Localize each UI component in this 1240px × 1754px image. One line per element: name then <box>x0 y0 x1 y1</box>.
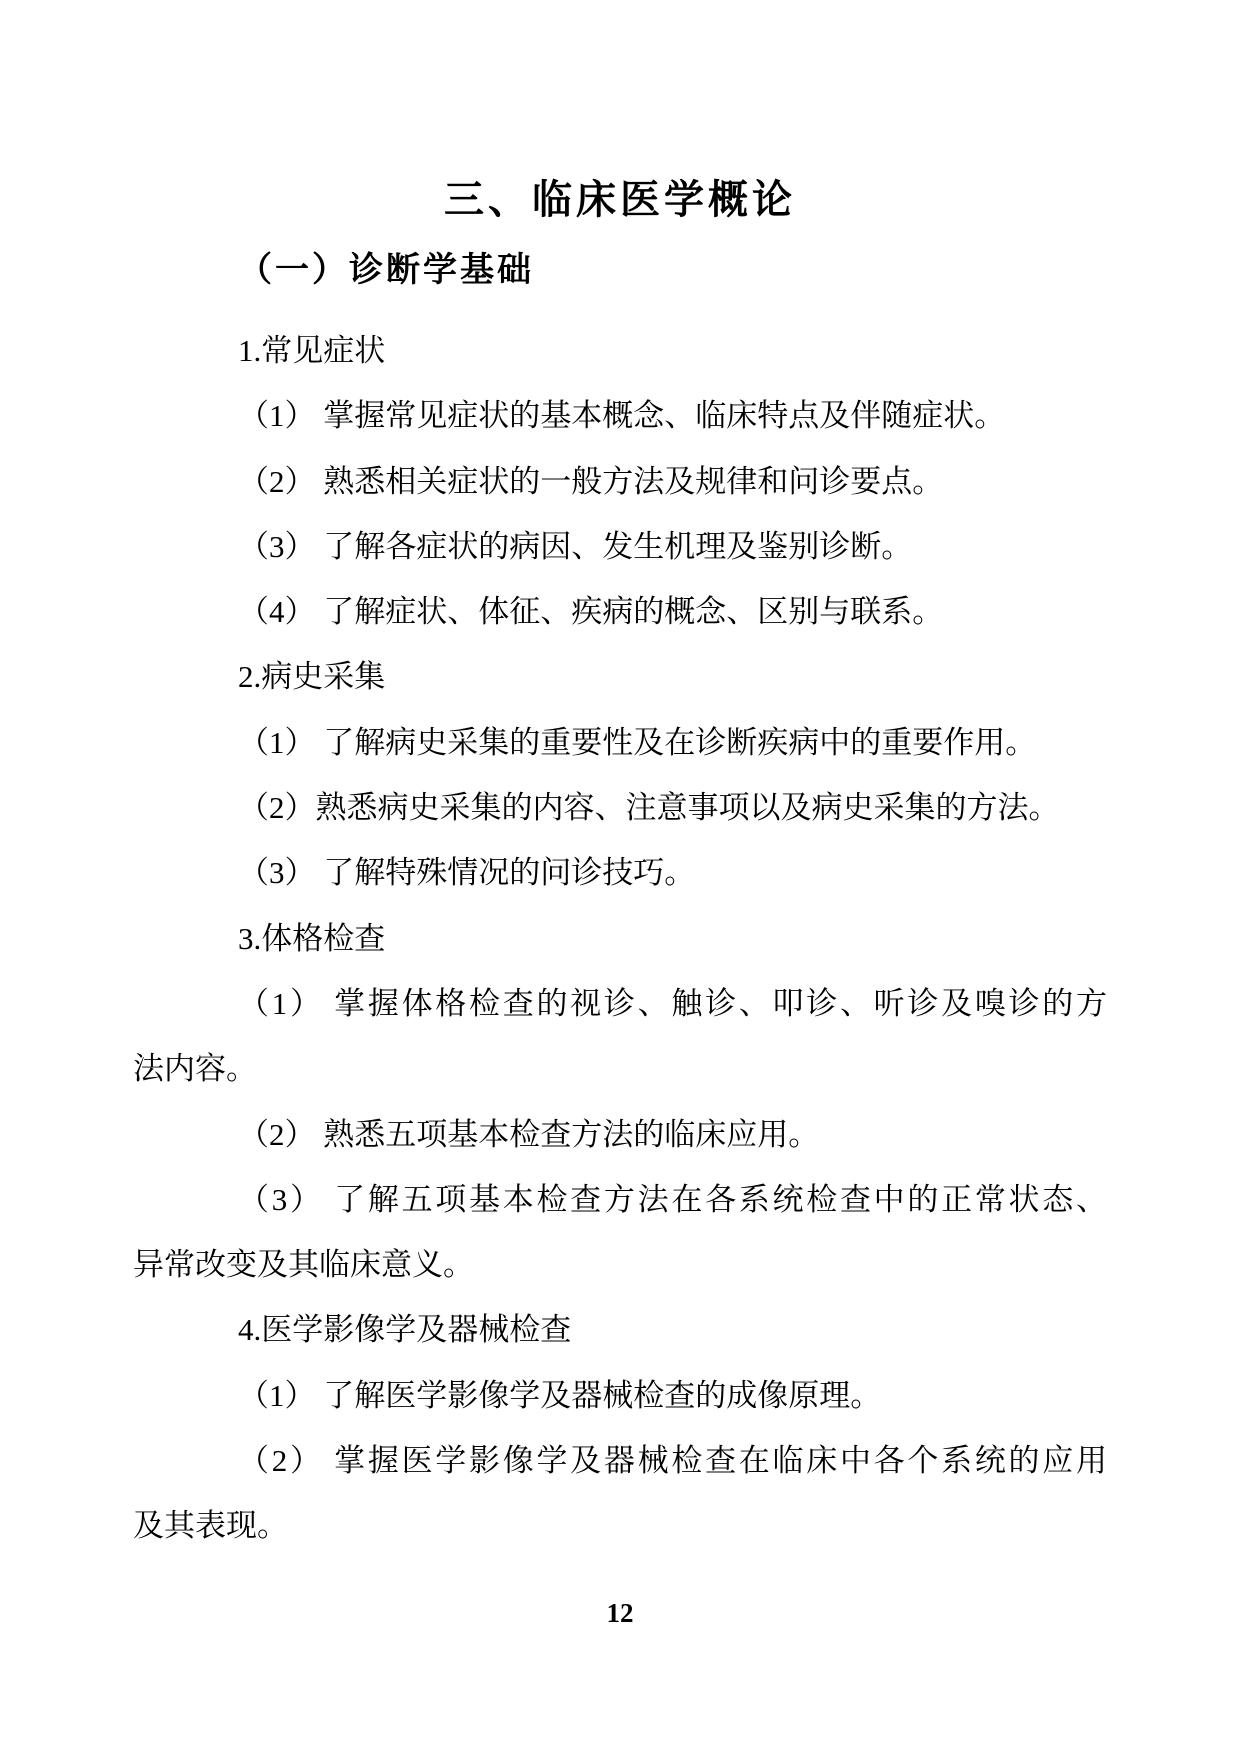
text-line: （2）熟悉病史采集的内容、注意事项以及病史采集的方法。 <box>238 790 1060 826</box>
text-line-continuation: 异常改变及其临床意义。 <box>133 1247 474 1283</box>
text-line: （4） 了解症状、体征、疾病的概念、区别与联系。 <box>238 594 944 630</box>
text-line-numbered-item: 1.常见症状 <box>238 333 386 368</box>
text-line-continuation: 法内容。 <box>133 1051 257 1087</box>
text-line: （1） 掌握常见症状的基本概念、临床特点及伴随症状。 <box>238 398 1006 434</box>
text-line-numbered-item: 4.医学影像学及器械检查 <box>238 1312 572 1348</box>
text-line: （1） 掌握体格检查的视诊、触诊、叩诊、听诊及嗅诊的方 <box>238 985 1107 1021</box>
text-line: （2） 熟悉相关症状的一般方法及规律和问诊要点。 <box>238 463 944 499</box>
section-heading: （一）诊断学基础 <box>238 252 534 289</box>
text-line: （2） 熟悉五项基本检查方法的临床应用。 <box>238 1116 820 1152</box>
text-line: （3） 了解五项基本检查方法在各系统检查中的正常状态、 <box>238 1181 1107 1217</box>
text-line: （2） 掌握医学影像学及器械检查在临床中各个系统的应用 <box>238 1443 1107 1479</box>
document-title: 三、临床医学概论 <box>444 177 796 222</box>
text-line: （1） 了解医学影像学及器械检查的成像原理。 <box>238 1377 882 1413</box>
text-line: （3） 了解各症状的病因、发生机理及鉴别诊断。 <box>238 528 913 564</box>
text-line: （3） 了解特殊情况的问诊技巧。 <box>238 855 696 891</box>
body-text <box>133 318 1107 1559</box>
text-line-numbered-item: 2.病史采集 <box>238 659 386 695</box>
text-line-continuation: 及其表现。 <box>133 1508 288 1544</box>
text-line-numbered-item: 3.体格检查 <box>238 920 386 956</box>
page-number: 12 <box>606 1598 634 1628</box>
text-line: （1） 了解病史采集的重要性及在诊断疾病中的重要作用。 <box>238 724 1037 760</box>
